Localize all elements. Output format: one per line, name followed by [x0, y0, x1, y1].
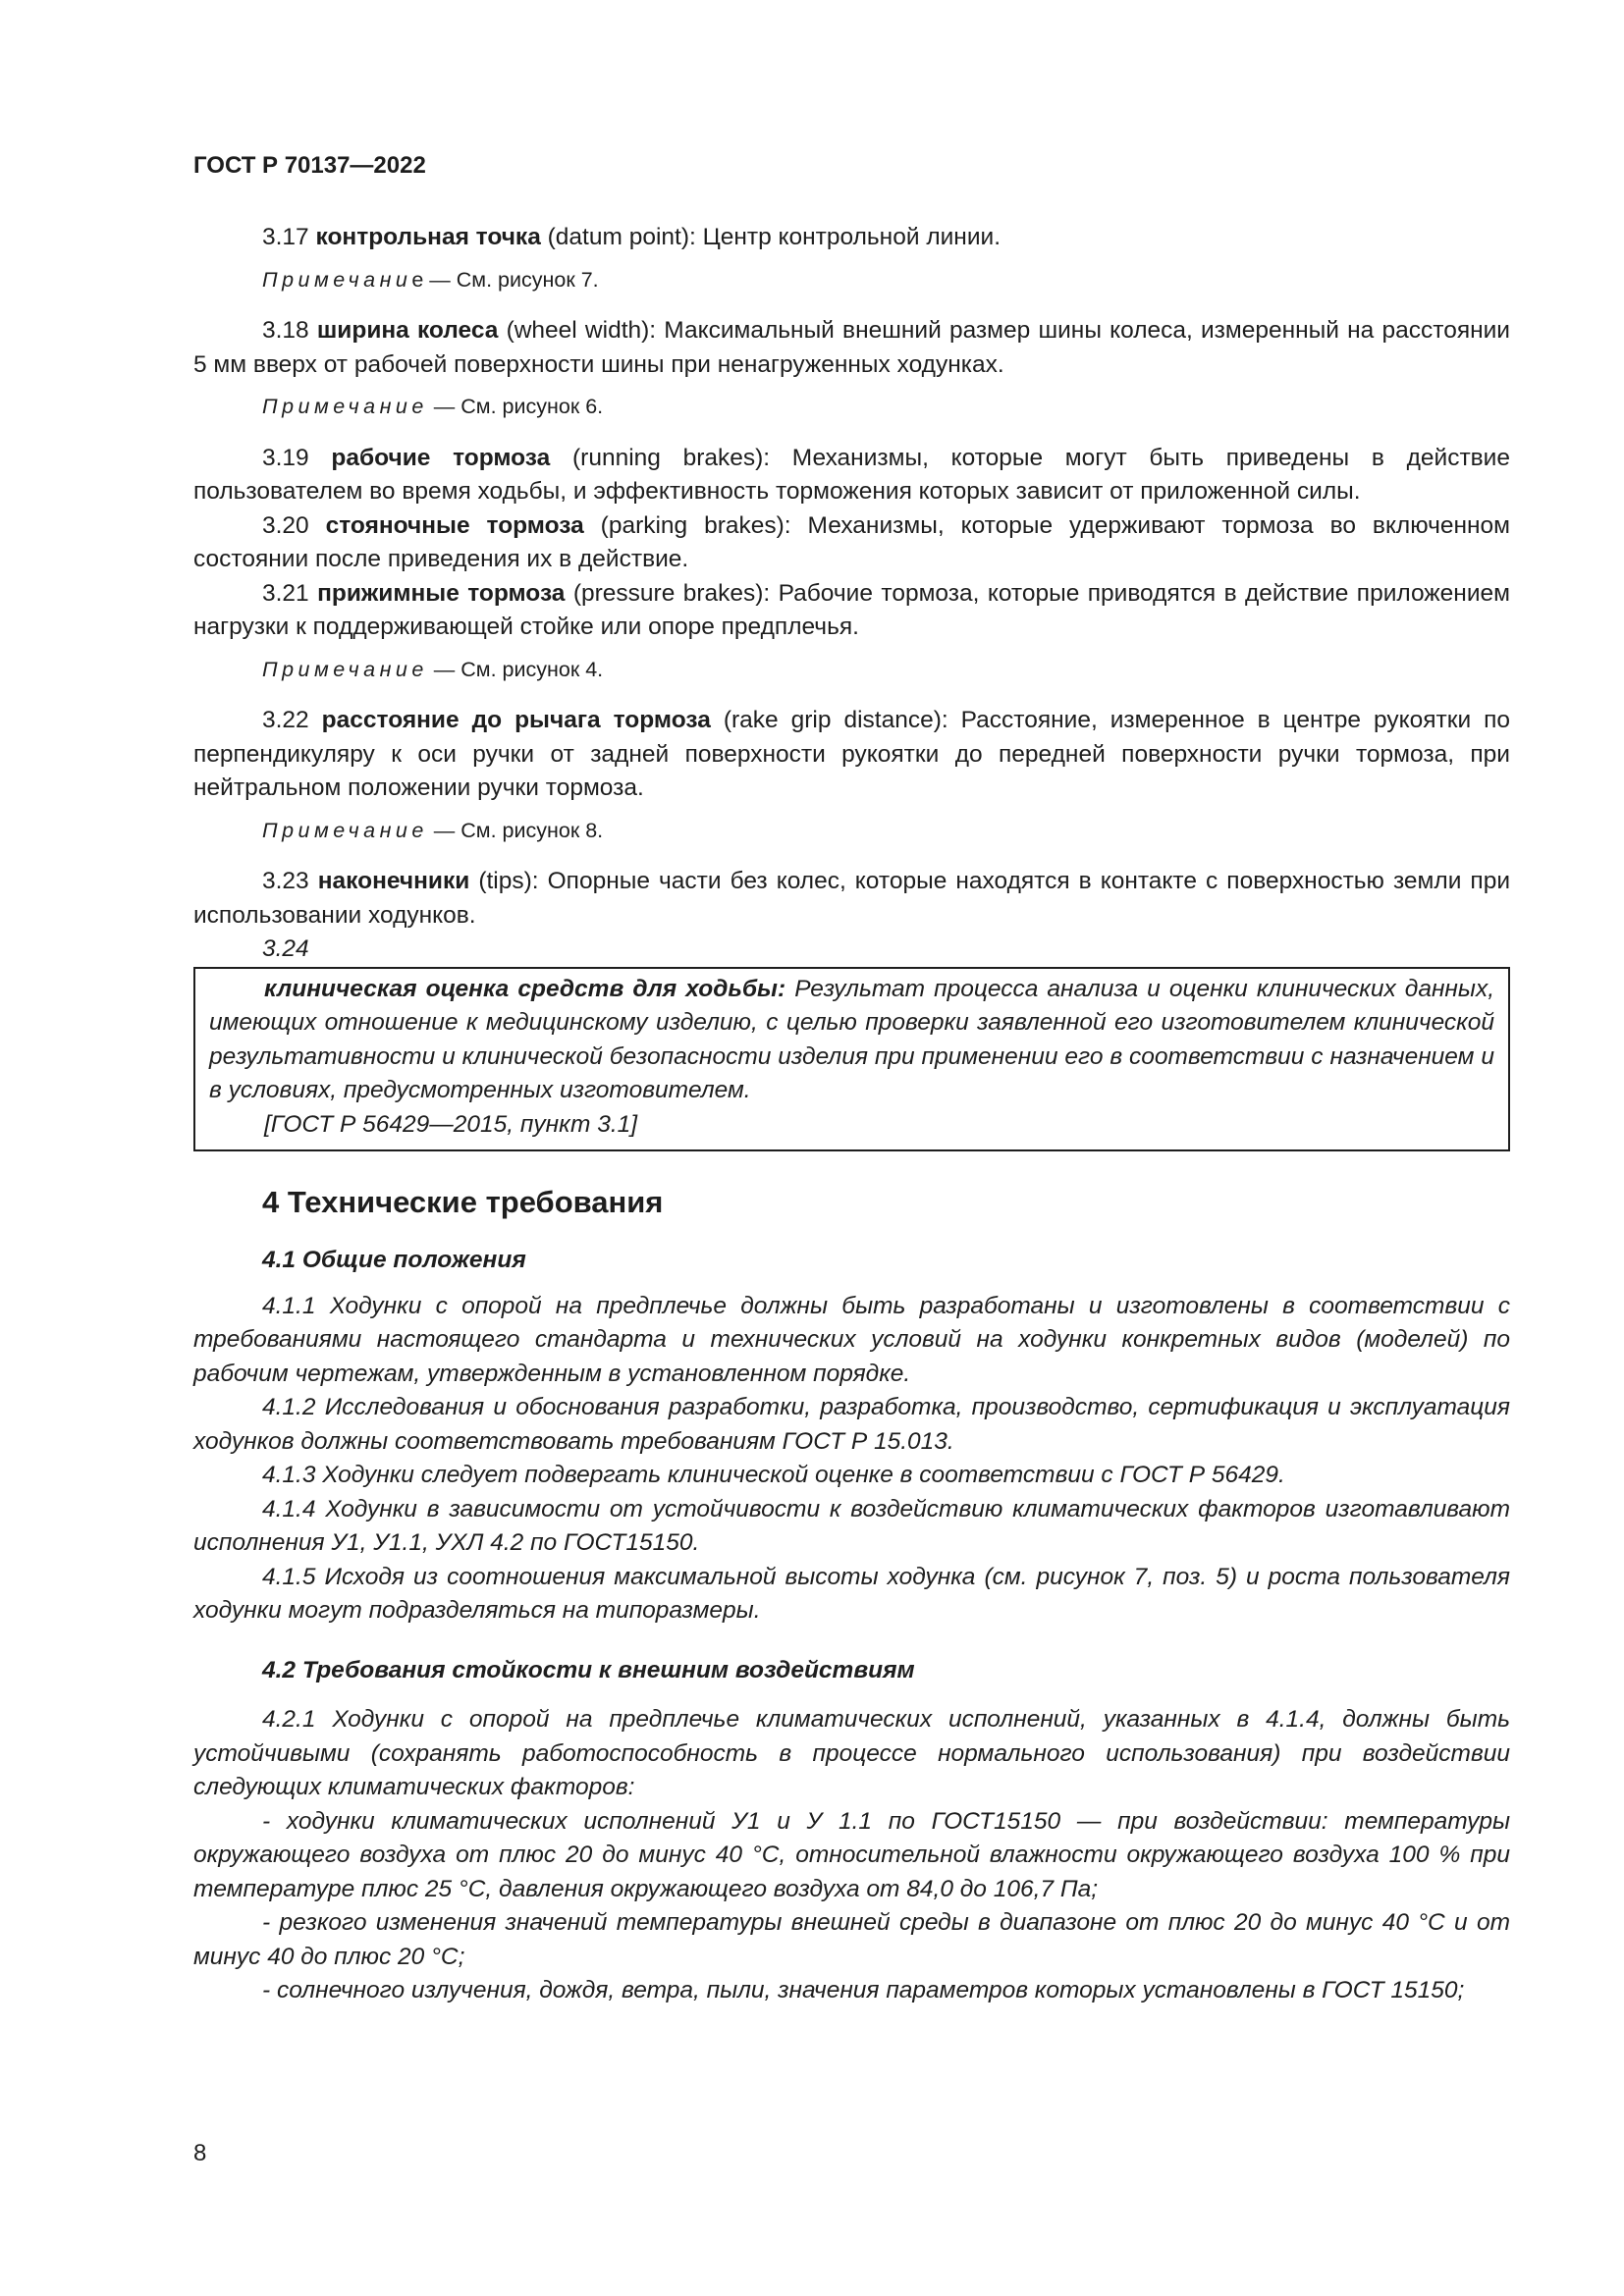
term-name: расстояние до рычага тормоза: [321, 707, 711, 733]
paragraph-4-1-1: 4.1.1 Ходунки с опорой на предплечье должны быть разработаны и изготовлены в соответствии с требованиями настоящего стандарта и технических условий на ходунки конкретных видов (моделей) по рабочим чертежам, утвержденным в установленном порядке.: [193, 1292, 1510, 1387]
term-name: ширина колеса: [316, 317, 499, 344]
term-name: наконечники: [317, 868, 470, 894]
paragraph-4-2-1: 4.2.1 Ходунки с опорой на предплечье климатических исполнений, указанных в 4.1.4, должны быть устойчивыми (сохранять работоспособность в процессе нормального использования) при воздействии следующих климатических факторов:: [193, 1706, 1510, 1800]
term-number: 3.18: [262, 317, 309, 344]
note: [262, 263, 1510, 297]
term-definition: (rake grip distance): Расстояние, измеренное в центре рукоятки по перпендикуляру к оси ручки от задней поверхности рукоятки до передней поверхности ручки тормоза, при нейтральном положении ручки тормоза.: [193, 707, 1510, 801]
term-3-24-number: 3.24: [262, 935, 309, 962]
note: [262, 814, 1510, 848]
term-3-24-source: [ГОСТ Р 56429—2015, пункт 3.1]: [264, 1110, 638, 1138]
note-text: — См. рисунок 8.: [427, 818, 604, 842]
note-label: Примечани: [262, 395, 412, 418]
term-name: контрольная точка: [315, 224, 541, 250]
term-number: 3.20: [262, 511, 309, 539]
term-number: 3.22: [262, 707, 309, 733]
term-definition: Результат процесса анализа и оценки клинических данных, имеющих отношение к медицинскому изделию, с целью проверки заявленной его изготовителем клинической результативности и клинической безопасности изделия при применении его в соответствии с назначением и в условиях, предусмотренных изготовителем.: [209, 975, 1494, 1103]
list-item: - солнечного излучения, дождя, ветра, пыли, значения параметров которых установлены в ГОСТ 15150;: [262, 1977, 1465, 2003]
page-number: 8: [193, 2140, 207, 2166]
note-label: Примечани: [262, 818, 412, 842]
paragraph-4-1-2: 4.1.2 Исследования и обоснования разработки, разработка, производство, сертификация и эксплуатация ходунков должны соответствовать требованиям ГОСТ Р 15.013.: [193, 1394, 1510, 1455]
term-3-19: [193, 442, 1510, 509]
term-3-23: [193, 865, 1510, 933]
note-label-tail: е: [411, 267, 424, 292]
term-3-17: [193, 221, 1510, 255]
term-number: 3.21: [262, 579, 309, 607]
paragraph-4-1-5: 4.1.5 Исходя из соотношения максимальной высоты ходунка (см. рисунок 7, поз. 5) и роста пользователя ходунки могут подразделяться на типоразмеры.: [193, 1563, 1510, 1624]
note-label: Примечани: [262, 657, 412, 681]
term-definition: (wheel width): Максимальный внешний размер шины колеса, измеренный на расстоянии 5 мм вверх от рабочей поверхности шины при ненагруженных ходунках.: [193, 317, 1510, 378]
term-definition: (pressure brakes): Рабочие тормоза, которые приводятся в действие приложением нагрузки к поддерживающей стойке или опоре предплечья.: [193, 579, 1510, 640]
term-definition: (tips): Опорные части без колес, которые находятся в контакте с поверхностью земли при использовании ходунков.: [193, 868, 1511, 929]
term-3-24-definition: [209, 973, 1494, 1108]
term-definition: (parking brakes): Механизмы, которые удерживают тормоза во включенном состоянии после приведения их в действие.: [193, 511, 1510, 572]
note: [262, 653, 1510, 687]
term-3-22: [193, 704, 1510, 806]
paragraph-4-1-3: 4.1.3 Ходунки следует подвергать клинической оценке в соответствии с ГОСТ Р 56429.: [262, 1462, 1285, 1488]
list-item: - ходунки климатических исполнений У1 и У 1.1 по ГОСТ15150 — при воздействии: температуры окружающего воздуха от плюс 20 до минус 40 °С, относительной влажности окружающего воздуха 100 % при температуре плюс 25 °С, давления окружающего воздуха от 84,0 до 106,7 Па;: [193, 1807, 1510, 1902]
note-label: Примечани: [262, 267, 412, 292]
list-item: - резкого изменения значений температуры внешней среды в диапазоне от плюс 20 до минус 40 °С и от минус 40 до плюс 20 °С;: [193, 1909, 1510, 1970]
term-number: 3.23: [262, 868, 309, 894]
note-label-tail: е: [411, 818, 428, 842]
note-text: — См. рисунок 7.: [423, 267, 599, 292]
term-name: клиническая оценка средств для ходьбы:: [264, 975, 786, 1002]
paragraph-4-1-4: 4.1.4 Ходунки в зависимости от устойчивости к воздействию климатических факторов изготавливают исполнения У1, У1.1, УХЛ 4.2 по ГОСТ15150.: [193, 1495, 1510, 1556]
section-4-title: 4 Технические требования: [262, 1185, 664, 1219]
term-name: прижимные тормоза: [317, 579, 566, 607]
note: [262, 390, 1510, 424]
term-number: 3.19: [262, 444, 309, 471]
document-header: ГОСТ Р 70137—2022: [193, 152, 426, 179]
page-body: [193, 221, 1510, 2008]
section-4-1-title: 4.1 Общие положения: [262, 1247, 526, 1273]
term-3-20: [193, 509, 1510, 577]
note-text: — См. рисунок 4.: [427, 657, 604, 681]
term-number: 3.17: [262, 224, 309, 250]
term-definition: (running brakes): Механизмы, которые могут быть приведены в действие пользователем во время ходьбы, и эффективность торможения которых зависит от приложенной силы.: [193, 444, 1510, 505]
term-name: стояночные тормоза: [325, 511, 584, 539]
term-3-21: [193, 577, 1510, 645]
note-label-tail: е: [411, 395, 428, 418]
note-text: — См. рисунок 6.: [427, 395, 604, 418]
term-3-18: [193, 314, 1510, 382]
note-label-tail: е: [411, 657, 428, 681]
term-name: рабочие тормоза: [331, 444, 551, 471]
term-3-24-box: [193, 967, 1510, 1152]
section-4-2-title: 4.2 Требования стойкости к внешним воздействиям: [262, 1656, 915, 1683]
term-definition: (datum point): Центр контрольной линии.: [540, 224, 1001, 250]
